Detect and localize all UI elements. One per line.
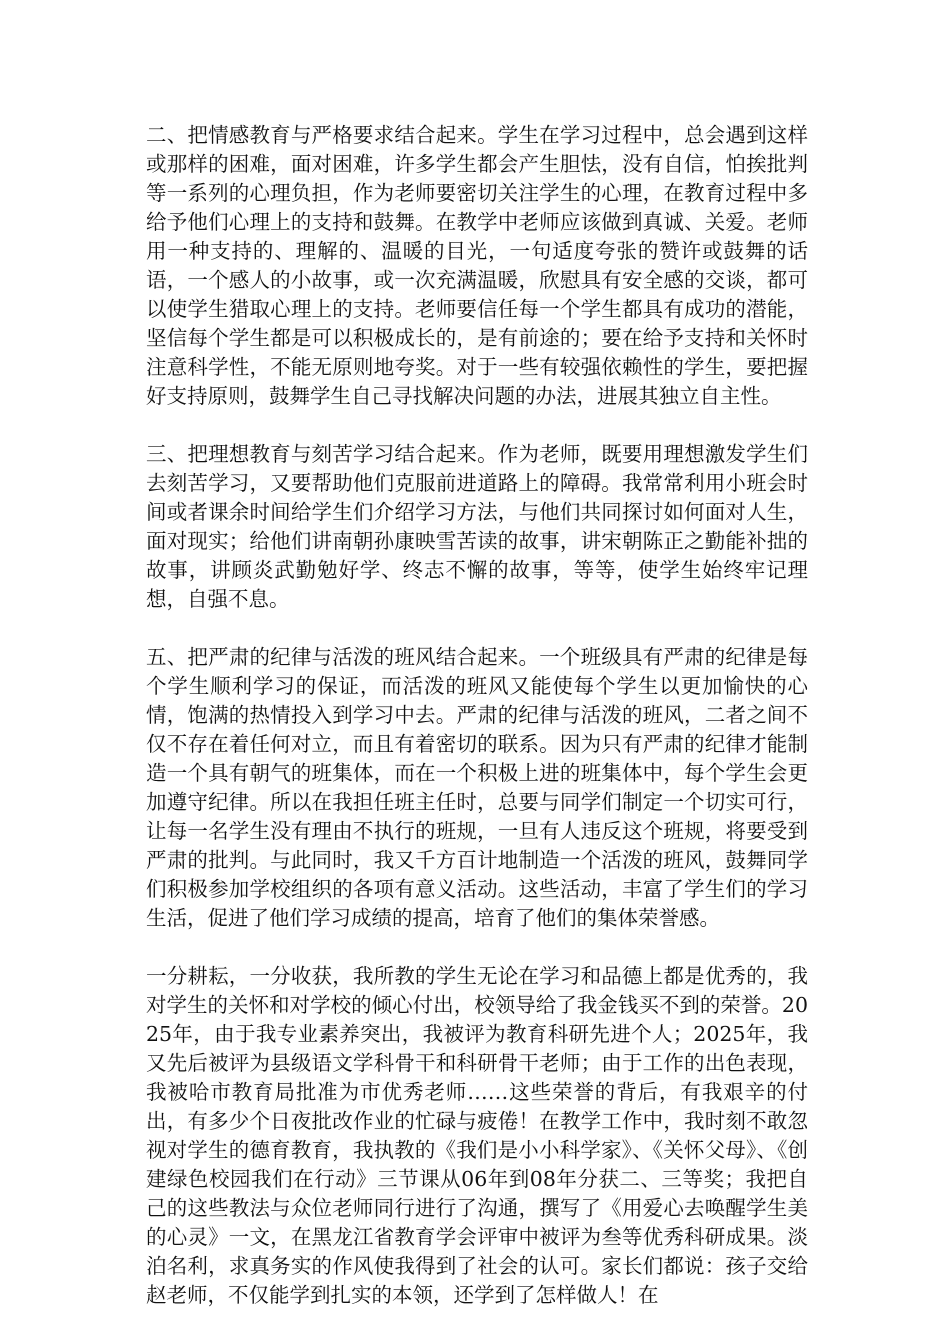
paragraph-achievements: 一分耕耘，一分收获，我所教的学生无论在学习和品德上都是优秀的，我对学生的关怀和对学校的倾心付出，校领导给了我金钱买不到的荣誉。2025年，由于我专业素养突出，我被评为教育科研先进个人；2025年，我又先后被评为县级语文学科骨干和科研骨干老师；由于工作的出色表现，我被哈市教育局批准为市优秀老师……这些荣誉的背后，有我艰辛的付出，有多少个日夜批改作业的忙碌与疲倦！在教学工作中，我时刻不敢忽视对学生的德育教育，我执教的《我们是小小科学家》、《关怀父母》、《创建绿色校园我们在行动》三节课从06年到08年分获二、三等奖；我把自己的这些教法与众位老师同行进行了沟通，撰写了《用爱心去唤醒学生美的心灵》一文，在黑龙江省教育学会评审中被评为叁等优秀科研成果。淡泊名利，求真务实的作风使我得到了社会的认可。家长们都说：孩子交给赵老师，不仅能学到扎实的本领，还学到了怎样做人！在 <box>146 964 808 1307</box>
paragraph-ideal-education: 三、把理想教育与刻苦学习结合起来。作为老师，既要用理想激发学生们去刻苦学习，又要帮助他们克服前进道路上的障碍。我常常利用小班会时间或者课余时间给学生们介绍学习方法，与他们共同探讨如何面对人生，面对现实；给他们讲南朝孙康映雪苦读的故事，讲宋朝陈正之勤能补拙的故事，讲顾炎武勤勉好学、终志不懈的故事，等等，使学生始终牢记理想，自强不息。 <box>146 442 808 611</box>
paragraph-emotional-education: 二、把情感教育与严格要求结合起来。学生在学习过程中，总会遇到这样或那样的困难，面对困难，许多学生都会产生胆怯，没有自信，怕挨批判等一系列的心理负担，作为老师要密切关注学生的心理，在教育过程中多给予他们心理上的支持和鼓舞。在教学中老师应该做到真诚、关爱。老师用一种支持的、理解的、温暖的目光，一句适度夸张的赞许或鼓舞的话语，一个感人的小故事，或一次充满温暖，欣慰具有安全感的交谈，都可以使学生猎取心理上的支持。老师要信任每一个学生都具有成功的潜能，坚信每个学生都是可以积极成长的，是有前途的；要在给予支持和关怀时注意科学性，不能无原则地夸奖。对于一些有较强依赖性的学生，要把握好支持原则，鼓舞学生自己寻找解决问题的办法，进展其独立自主性。 <box>146 123 808 408</box>
document-body <box>146 121 808 1310</box>
paragraph-discipline-class-spirit: 五、把严肃的纪律与活泼的班风结合起来。一个班级具有严肃的纪律是每个学生顺利学习的保证，而活泼的班风又能使每个学生以更加愉快的心情，饱满的热情投入到学习中去。严肃的纪律与活泼的班风，二者之间不仅不存在着任何对立，而且有着密切的联系。因为只有严肃的纪律才能制造一个具有朝气的班集体，而在一个积极上进的班集体中，每个学生会更加遵守纪律。所以在我担任班主任时，总要与同学们制定一个切实可行，让每一名学生没有理由不执行的班规，一旦有人违反这个班规，将要受到严肃的批判。与此同时，我又千方百计地制造一个活泼的班风，鼓舞同学们积极参加学校组织的各项有意义活动。这些活动，丰富了学生们的学习生活，促进了他们学习成绩的提高，培育了他们的集体荣誉感。 <box>146 645 808 930</box>
